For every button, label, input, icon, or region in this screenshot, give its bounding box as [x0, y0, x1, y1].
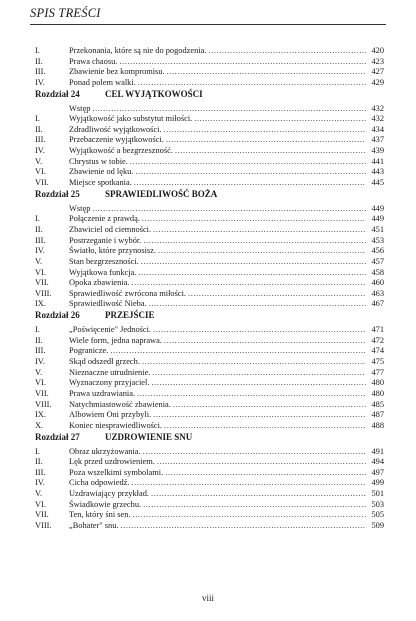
entry-number: VIII.: [35, 399, 52, 409]
dot-leader: [138, 268, 366, 279]
entry-number: IX.: [35, 410, 46, 420]
toc-entry[interactable]: [35, 225, 384, 236]
entry-title: Opoka zbawienia.: [69, 278, 130, 288]
toc-entry[interactable]: [35, 289, 384, 300]
entry-page-number: 445: [371, 178, 384, 188]
dot-leader: [131, 278, 366, 289]
entry-title: Miejsce spotkania.: [69, 178, 132, 188]
entry-page-number: 420: [371, 46, 384, 55]
entry-title: Poza wszelkimi symbolami.: [69, 467, 164, 477]
entry-page-number: 509: [371, 520, 384, 530]
dot-leader: [142, 214, 366, 225]
dot-leader: [130, 157, 366, 168]
toc-entry[interactable]: [35, 336, 384, 347]
entry-number: I.: [35, 446, 40, 456]
entry-title: Albowiem Oni przybyli.: [69, 410, 152, 420]
entry-number: VI.: [35, 167, 46, 177]
toc-entry[interactable]: [35, 278, 384, 289]
entry-title: Świadkowie grzechu.: [69, 499, 142, 509]
toc-entry[interactable]: [35, 346, 384, 357]
dot-leader: [143, 236, 366, 247]
entry-page-number: 471: [371, 325, 384, 335]
dot-leader: [142, 357, 366, 368]
entry-page-number: 463: [371, 288, 384, 298]
entry-number: III.: [35, 346, 46, 356]
toc-entry[interactable]: [35, 510, 384, 521]
toc-entry[interactable]: [35, 78, 384, 89]
dot-leader: [151, 378, 366, 389]
entry-number: III.: [35, 235, 46, 245]
entry-number: V.: [35, 256, 43, 266]
toc-entry[interactable]: [35, 325, 384, 336]
entry-page-number: 477: [371, 367, 384, 377]
entry-number: I.: [35, 46, 40, 55]
dot-leader: [153, 225, 366, 236]
toc-entry[interactable]: [35, 167, 384, 178]
dot-leader: [134, 178, 366, 189]
entry-number: II.: [35, 224, 43, 234]
entry-number: VIII.: [35, 520, 52, 530]
entry-title: Natychmiastowość zbawienia.: [69, 399, 171, 409]
toc-section: [35, 310, 384, 431]
entry-page-number: 453: [371, 235, 384, 245]
toc-entry[interactable]: [35, 478, 384, 489]
entry-number: II.: [35, 457, 43, 467]
dot-leader: [158, 246, 366, 257]
dot-leader: [164, 421, 366, 432]
entry-number: V.: [35, 367, 43, 377]
entry-page-number: 460: [371, 278, 384, 288]
dot-leader: [131, 478, 366, 489]
entry-number: IV.: [35, 77, 45, 87]
entry-title: Prawa chaosu.: [69, 56, 118, 66]
dot-leader: [119, 57, 366, 68]
entry-title: Lęk przed uzdrowieniem.: [69, 457, 155, 467]
entry-title: Wstęp: [69, 203, 91, 213]
entry-title: Cicha odpowiedź.: [69, 478, 130, 488]
entry-number: I.: [35, 325, 40, 335]
entry-number: I.: [35, 114, 40, 124]
entry-title: Przekonania, które są nie do pogodzenia.: [69, 46, 207, 55]
header-rule: [30, 24, 386, 25]
entry-page-number: 443: [371, 167, 384, 177]
table-of-contents: [35, 46, 384, 532]
dot-leader: [164, 125, 366, 136]
toc-entry[interactable]: [35, 468, 384, 479]
dot-leader: [165, 468, 366, 479]
toc-section: [35, 189, 384, 310]
dot-leader: [173, 400, 366, 411]
entry-number: VII.: [35, 178, 49, 188]
toc-entry[interactable]: [35, 400, 384, 411]
entry-page-number: 488: [371, 420, 384, 430]
toc-entry[interactable]: [35, 178, 384, 189]
entry-number: V.: [35, 489, 43, 499]
toc-section: [35, 46, 384, 89]
entry-title: Nieznaczne utrudnienie.: [69, 367, 151, 377]
entry-page-number: 423: [371, 56, 384, 66]
entry-page-number: 451: [371, 224, 384, 234]
entry-page-number: 503: [371, 499, 384, 509]
entry-title: Sprawiedliwość zwrócona miłości.: [69, 288, 186, 298]
dot-leader: [120, 521, 366, 532]
entry-number: IV.: [35, 478, 45, 488]
entry-number: IX.: [35, 299, 46, 309]
entry-page-number: 472: [371, 335, 384, 345]
toc-entry[interactable]: [35, 389, 384, 400]
entry-number: VI.: [35, 267, 46, 277]
dot-leader: [175, 146, 366, 157]
entry-title: Pogranicze.: [69, 346, 109, 356]
entry-title: Stan bezgrzeszności.: [69, 256, 139, 266]
chapter-heading: [35, 89, 384, 100]
entry-number: X.: [35, 420, 44, 430]
entry-page-number: 449: [371, 214, 384, 224]
dot-leader: [149, 299, 366, 310]
chapter-title: CEL WYJĄTKOWOŚCI: [105, 88, 203, 99]
chapter-title: PRZEJŚCIE: [105, 310, 155, 321]
dot-leader: [167, 67, 366, 78]
toc-entry[interactable]: [35, 104, 384, 115]
entry-title: Wiele form, jedna naprawa.: [69, 335, 162, 345]
entry-page-number: 505: [371, 510, 384, 520]
toc-entry[interactable]: [35, 447, 384, 458]
entry-title: Obraz ukrzyżowania.: [69, 446, 141, 456]
toc-section: [35, 89, 384, 189]
entry-page-number: 458: [371, 267, 384, 277]
entry-page-number: 480: [371, 388, 384, 398]
toc-entry[interactable]: [35, 357, 384, 368]
entry-page-number: 494: [371, 457, 384, 467]
entry-title: Wstęp: [69, 103, 91, 113]
entry-title: Sprawiedliwość Nieba.: [69, 299, 147, 309]
entry-page-number: 432: [371, 103, 384, 113]
entry-number: VII.: [35, 510, 49, 520]
toc-entry[interactable]: [35, 157, 384, 168]
dot-leader: [135, 167, 366, 178]
toc-entry[interactable]: [35, 204, 384, 215]
chapter-label: Rozdział 27: [35, 431, 80, 442]
toc-section: [35, 432, 384, 532]
entry-title: Przebaczenie wyjątkowości.: [69, 135, 164, 145]
entry-page-number: 437: [371, 135, 384, 145]
entry-number: II.: [35, 335, 43, 345]
entry-number: III.: [35, 135, 46, 145]
dot-leader: [138, 78, 366, 89]
entry-page-number: 441: [371, 156, 384, 166]
dot-leader: [133, 510, 366, 521]
entry-number: V.: [35, 156, 43, 166]
entry-page-number: 474: [371, 346, 384, 356]
toc-entry[interactable]: [35, 57, 384, 68]
toc-entry[interactable]: [35, 500, 384, 511]
entry-page-number: 434: [371, 124, 384, 134]
toc-entry[interactable]: [35, 489, 384, 500]
dot-leader: [92, 204, 366, 215]
entry-page-number: 457: [371, 256, 384, 266]
toc-entry[interactable]: [35, 378, 384, 389]
entry-title: Chrystus w tobie.: [69, 156, 128, 166]
entry-title: Wyjątkowa funkcja.: [69, 267, 137, 277]
entry-page-number: 432: [371, 114, 384, 124]
entry-page-number: 475: [371, 357, 384, 367]
entry-number: VIII.: [35, 288, 52, 298]
entry-title: Światło, które przynosisz.: [69, 246, 156, 256]
dot-leader: [92, 104, 366, 115]
dot-leader: [137, 389, 366, 400]
chapter-heading: [35, 189, 384, 200]
toc-entry[interactable]: [35, 457, 384, 468]
entry-title: Prawa uzdrawiania.: [69, 388, 136, 398]
entry-title: Wyjątkowość jako substytut miłości.: [69, 114, 193, 124]
dot-leader: [143, 447, 366, 458]
entry-number: II.: [35, 124, 43, 134]
entry-page-number: 480: [371, 378, 384, 388]
entry-title: Koniec niesprawiedliwości.: [69, 420, 163, 430]
entry-page-number: 429: [371, 77, 384, 87]
chapter-label: Rozdział 25: [35, 188, 80, 199]
dot-leader: [164, 336, 366, 347]
entry-page-number: 491: [371, 446, 384, 456]
toc-entry[interactable]: [35, 146, 384, 157]
toc-entry[interactable]: [35, 410, 384, 421]
entry-page-number: 501: [371, 489, 384, 499]
entry-page-number: 487: [371, 410, 384, 420]
entry-title: Wyznaczony przyjaciel.: [69, 378, 150, 388]
chapter-heading: [35, 432, 384, 443]
dot-leader: [152, 368, 366, 379]
toc-entry[interactable]: [35, 257, 384, 268]
entry-title: „Bohater" snu.: [69, 520, 119, 530]
entry-title: Postrzeganie i wybór.: [69, 235, 142, 245]
toc-entry[interactable]: [35, 246, 384, 257]
entry-title: Uzdrawiający przykład.: [69, 489, 149, 499]
entry-title: Zbawiciel od ciemności.: [69, 224, 152, 234]
entry-page-number: 485: [371, 399, 384, 409]
toc-entry[interactable]: [35, 114, 384, 125]
dot-leader: [141, 257, 366, 268]
entry-title: „Poświęcenie" Jedności.: [69, 325, 152, 335]
entry-page-number: 456: [371, 246, 384, 256]
toc-entry[interactable]: [35, 67, 384, 78]
chapter-label: Rozdział 24: [35, 88, 80, 99]
page-number: viii: [201, 593, 214, 603]
chapter-label: Rozdział 26: [35, 310, 80, 321]
toc-entry[interactable]: [35, 368, 384, 379]
toc-entry[interactable]: [35, 46, 384, 57]
dot-leader: [157, 457, 366, 468]
entry-title: Ten, który śni sen.: [69, 510, 131, 520]
entry-page-number: 499: [371, 478, 384, 488]
entry-page-number: 439: [371, 146, 384, 156]
toc-entry[interactable]: [35, 299, 384, 310]
entry-number: VII.: [35, 388, 49, 398]
entry-number: VII.: [35, 278, 49, 288]
chapter-title: UZDROWIENIE SNU: [105, 431, 193, 442]
entry-number: IV.: [35, 146, 45, 156]
dot-leader: [208, 46, 366, 57]
entry-title: Zdradliwość wyjątkowości.: [69, 124, 162, 134]
toc-entry[interactable]: [35, 135, 384, 146]
dot-leader: [151, 489, 366, 500]
dot-leader: [153, 325, 366, 336]
entry-number: I.: [35, 214, 40, 224]
entry-title: Wyjątkowość a bezgrzeszność.: [69, 146, 173, 156]
toc-entry[interactable]: [35, 421, 384, 432]
entry-number: VI.: [35, 499, 46, 509]
toc-entry[interactable]: [35, 268, 384, 279]
entry-title: Połączenie z prawdą.: [69, 214, 140, 224]
dot-leader: [166, 135, 366, 146]
dot-leader: [143, 500, 366, 511]
entry-number: III.: [35, 67, 46, 77]
dot-leader: [110, 346, 366, 357]
entry-page-number: 467: [371, 299, 384, 309]
entry-title: Zbawienie bez kompromisu.: [69, 67, 165, 77]
entry-page-number: 427: [371, 67, 384, 77]
dot-leader: [194, 114, 366, 125]
entry-page-number: 449: [371, 203, 384, 213]
toc-entry[interactable]: [35, 521, 384, 532]
dot-leader: [188, 289, 366, 300]
running-header: SPIS TREŚCI: [30, 6, 101, 20]
chapter-heading: [35, 310, 384, 321]
entry-number: IV.: [35, 246, 45, 256]
entry-number: IV.: [35, 357, 45, 367]
toc-entry[interactable]: [35, 236, 384, 247]
entry-number: II.: [35, 56, 43, 66]
dot-leader: [153, 410, 366, 421]
toc-entry[interactable]: [35, 125, 384, 136]
entry-title: Zbawienie od lęku.: [69, 167, 134, 177]
entry-title: Skąd odszedł grzech.: [69, 357, 140, 367]
entry-page-number: 497: [371, 467, 384, 477]
toc-entry[interactable]: [35, 214, 384, 225]
entry-number: III.: [35, 467, 46, 477]
chapter-title: SPRAWIEDLIWOŚĆ BOŻA: [105, 188, 218, 199]
entry-title: Ponad polem walki.: [69, 77, 136, 87]
entry-number: VI.: [35, 378, 46, 388]
